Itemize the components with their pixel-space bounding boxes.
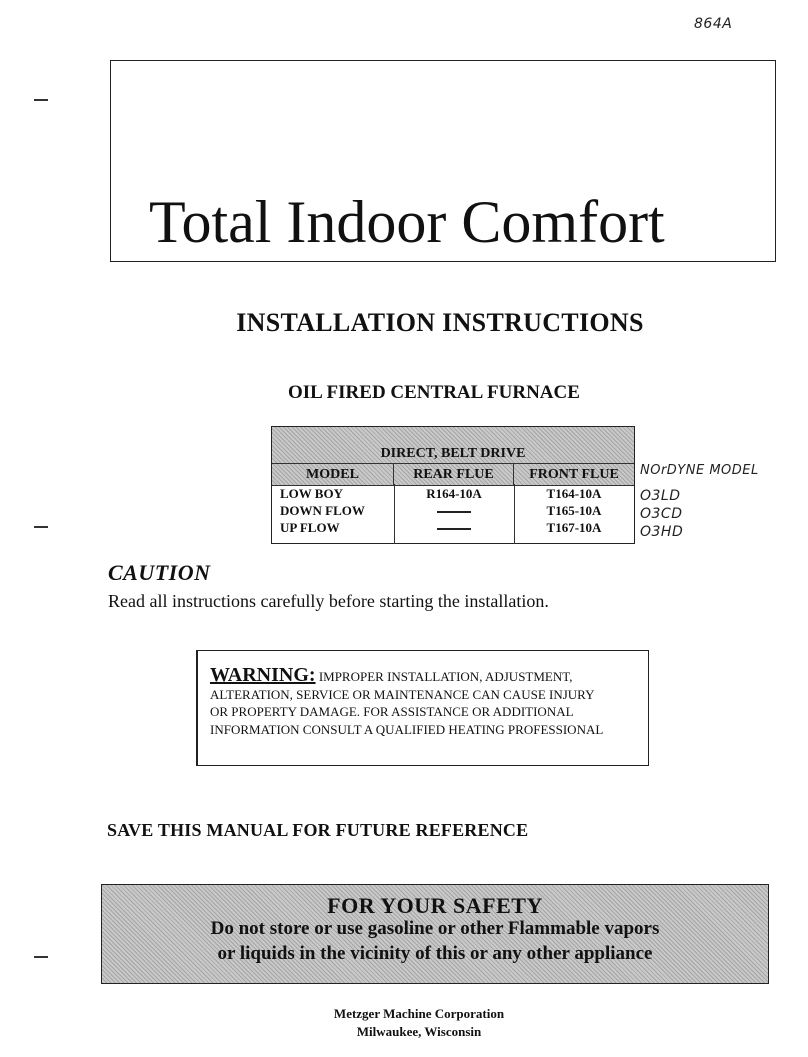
company-name: Metzger Machine Corporation [333,1006,505,1021]
model-table [271,426,635,544]
furnace-heading: OIL FIRED CENTRAL FURNACE [288,382,580,403]
caution-text: Read all instructions carefully before starting the installation. [108,591,549,611]
warning-text: ALTERATION, SERVICE OR MAINTENANCE CAN CAUSE INJURY [210,686,595,702]
table-header [272,463,634,486]
warning-label: WARNING: [210,664,316,686]
dash-mark [437,528,471,530]
cell-front-flue: T164-10A [546,486,602,501]
save-manual-notice: SAVE THIS MANUAL FOR FUTURE REFERENCE [107,820,529,840]
safety-title: FOR YOUR SAFETY [327,893,543,918]
warning-text: IMPROPER INSTALLATION, ADJUSTMENT, [318,669,573,684]
cell-front-flue: T167-10A [546,520,602,535]
cell-rear-flue-empty [394,519,514,536]
cell-rear-flue-empty [394,502,514,519]
safety-text: Do not store or use gasoline or other Flammable vapors [210,918,660,939]
safety-text: or liquids in the vicinity of this or any other appliance [217,943,653,964]
header-rear-flue: REAR FLUE [394,464,514,485]
warning-text: INFORMATION CONSULT A QUALIFIED HEATING PROFESSIONAL [210,721,604,737]
warning-line [210,664,638,686]
title-box [110,60,776,262]
corner-note: 864A [694,16,733,32]
table-body [272,484,634,544]
cell-rear-flue: R164-10A [426,486,482,501]
table-row [272,519,634,536]
caution-heading: CAUTION [108,560,211,585]
handwritten-nordyne-label: NOrDYNE MODEL [640,463,759,478]
cell-front-flue: T165-10A [546,503,602,518]
warning-text: OR PROPERTY DAMAGE. FOR ASSISTANCE OR ADDITIONAL [210,704,574,719]
safety-box [101,884,769,984]
handwritten-model-code: O3HD [640,524,684,540]
warning-box [196,650,649,766]
header-front-flue: FRONT FLUE [529,467,619,482]
margin-mark [34,526,48,528]
header-model: MODEL [272,464,394,485]
cell-model: DOWN FLOW [280,503,365,518]
cell-model: LOW BOY [280,486,343,501]
margin-mark [34,956,48,958]
handwritten-model-code: O3LD [640,488,681,504]
table-row [272,485,634,502]
company-location: Milwaukee, Wisconsin [356,1024,482,1039]
cell-model: UP FLOW [280,520,340,535]
handwritten-model-code: O3CD [640,506,683,522]
margin-mark [34,99,48,101]
table-row [272,502,634,519]
dash-mark [437,511,471,513]
table-caption: DIRECT, BELT DRIVE [272,427,634,463]
document-title: Total Indoor Comfort [149,189,665,255]
installation-heading: INSTALLATION INSTRUCTIONS [236,308,644,337]
